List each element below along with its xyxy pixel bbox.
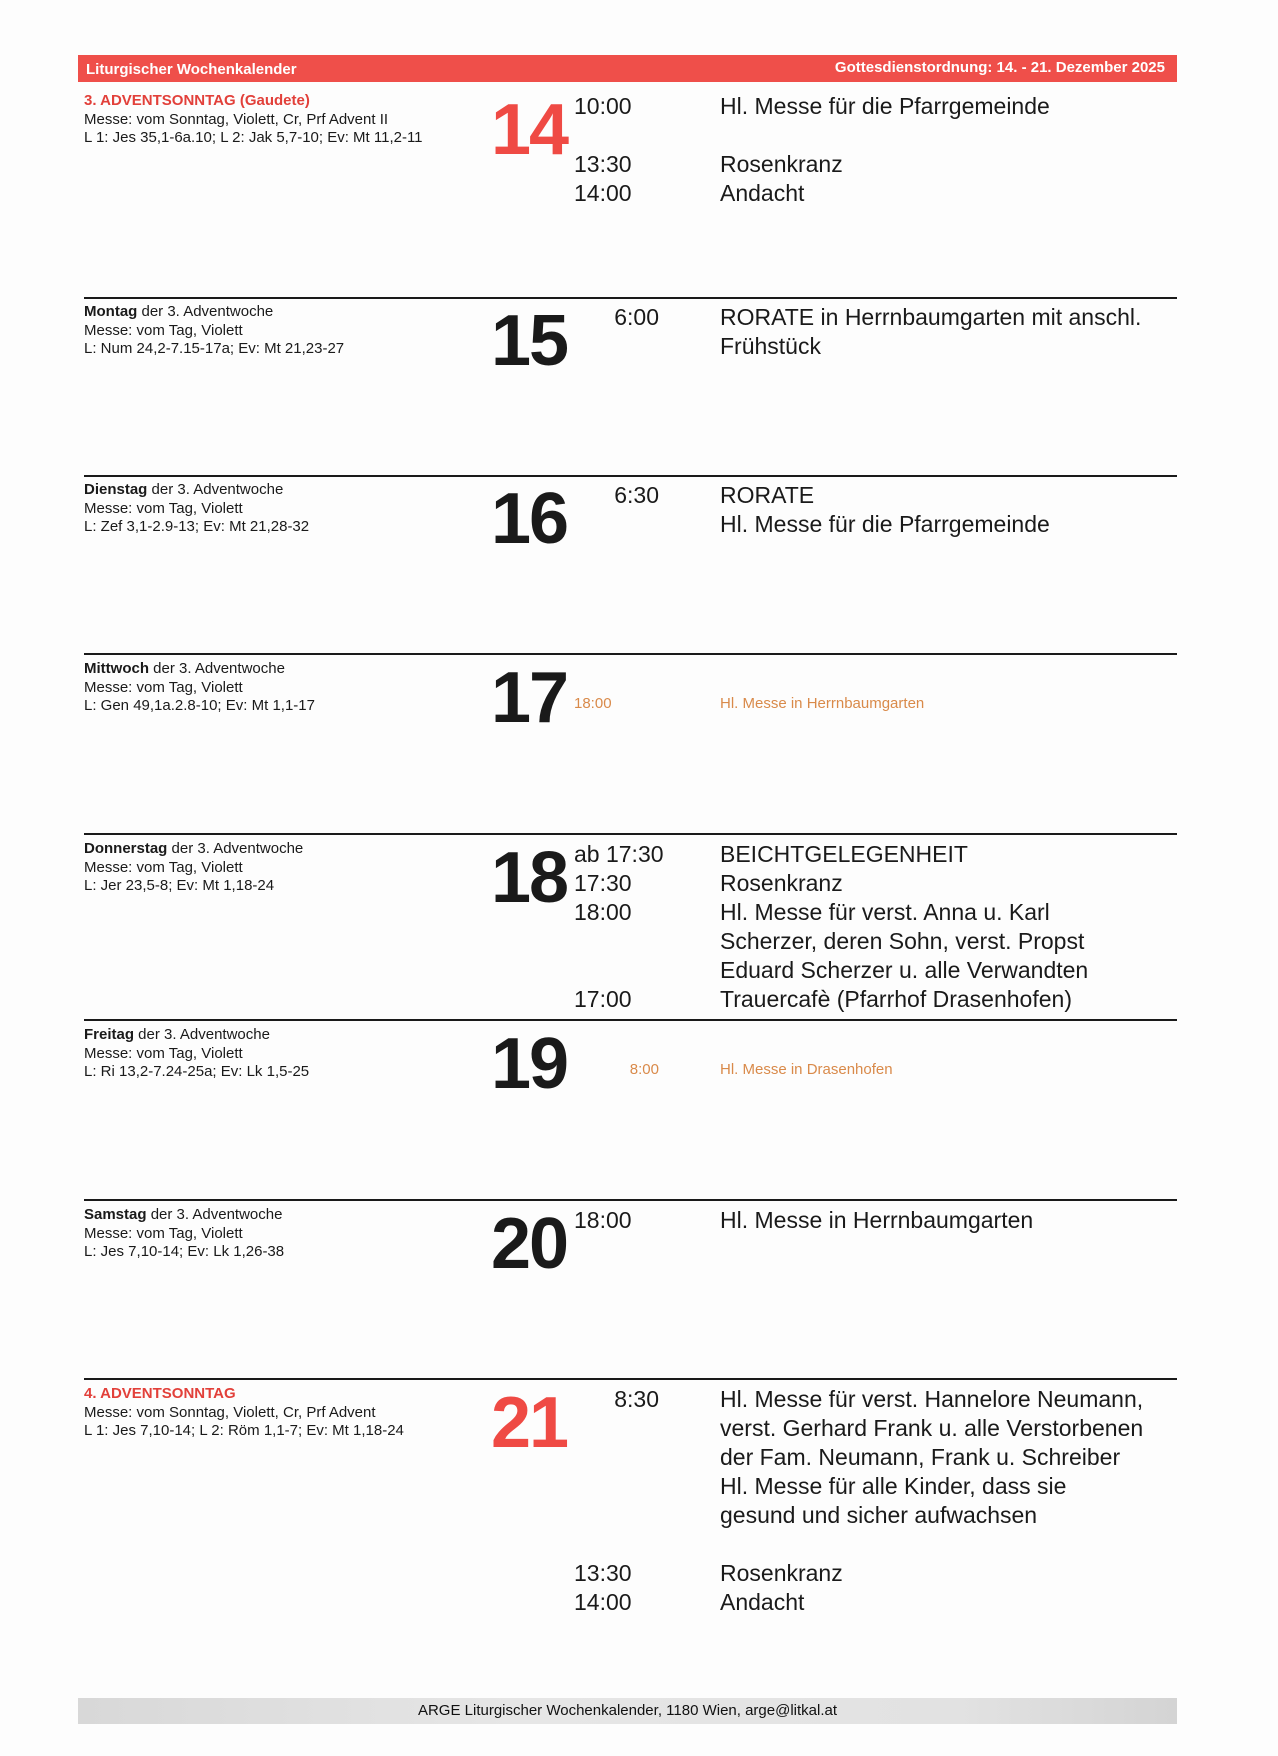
header-bar	[78, 55, 1177, 82]
event-description: Hl. Messe für die Pfarrgemeinde	[720, 93, 1050, 119]
event-item	[574, 985, 1174, 1014]
event-description: Andacht	[720, 180, 805, 206]
liturgy-info	[84, 840, 484, 896]
liturgy-info	[84, 481, 484, 537]
week-label: der 3. Adventwoche	[147, 481, 284, 498]
event-description: Hl. Messe für die Pfarrgemeinde	[720, 511, 1050, 537]
event-time: 18:00	[574, 1207, 632, 1233]
liturgy-info	[84, 660, 484, 716]
liturgy-info	[84, 303, 484, 359]
day-number: 21	[490, 1383, 568, 1463]
event-item	[574, 121, 1174, 150]
event-list	[574, 1061, 1174, 1079]
event-description: Scherzer, deren Sohn, verst. Propst	[720, 928, 1085, 954]
day-name: Dienstag	[84, 481, 148, 498]
event-item	[574, 898, 1174, 927]
event-list	[574, 481, 1174, 539]
day-number: 19	[490, 1024, 568, 1104]
event-description: Hl. Messe in Drasenhofen	[720, 1061, 893, 1078]
day-number: 15	[490, 301, 568, 381]
week-label: der 3. Adventwoche	[137, 303, 274, 320]
event-description: Rosenkranz	[720, 151, 843, 177]
readings: L: Jes 7,10-14; Ev: Lk 1,26-38	[84, 1243, 285, 1260]
readings: L: Num 24,2-7.15-17a; Ev: Mt 21,23-27	[84, 340, 345, 357]
readings: L: Jer 23,5-8; Ev: Mt 1,18-24	[84, 877, 275, 894]
week-label: der 3. Adventwoche	[149, 660, 285, 677]
mass-info: Messe: vom Tag, Violett	[84, 678, 243, 696]
event-description: Rosenkranz	[720, 1560, 843, 1586]
event-time: 18:00	[574, 899, 632, 925]
day-name: Montag	[84, 303, 138, 320]
event-description: verst. Gerhard Frank u. alle Verstorbenen	[720, 1415, 1144, 1441]
event-item	[574, 1530, 1174, 1559]
event-item	[574, 1385, 1174, 1414]
event-list	[574, 840, 1174, 1014]
event-list	[574, 303, 1174, 361]
event-description: Hl. Messe für verst. Anna u. Karl	[720, 899, 1050, 925]
mass-info: Messe: vom Sonntag, Violett, Cr, Prf Advent	[84, 1403, 376, 1421]
event-description: Hl. Messe für alle Kinder, dass sie	[720, 1473, 1067, 1499]
event-item	[574, 1414, 1174, 1443]
event-item	[574, 179, 1174, 208]
event-item	[574, 150, 1174, 179]
event-description: RORATE in Herrnbaumgarten mit anschl.	[720, 304, 1142, 330]
event-description: Hl. Messe für verst. Hannelore Neumann,	[720, 1386, 1144, 1412]
event-description	[720, 1530, 1174, 1559]
day-number: 18	[490, 838, 568, 918]
event-item	[574, 1501, 1174, 1530]
event-description: Frühstück	[720, 333, 821, 359]
day-divider	[84, 833, 1177, 835]
event-time: 18:00	[574, 695, 612, 712]
liturgy-title	[84, 481, 484, 500]
event-item	[574, 332, 1174, 361]
footer-bar	[78, 1698, 1177, 1724]
event-item	[574, 1206, 1174, 1235]
mass-info: Messe: vom Tag, Violett	[84, 499, 243, 517]
day-divider	[84, 475, 1177, 477]
event-time: 14:00	[574, 1589, 632, 1615]
event-description: BEICHTGELEGENHEIT	[720, 841, 968, 867]
event-time: 6:00	[614, 304, 659, 330]
day-number: 14	[490, 90, 568, 170]
day-name: 4. ADVENTSONNTAG	[84, 1385, 236, 1402]
day-divider	[84, 1199, 1177, 1201]
week-label: der 3. Adventwoche	[134, 1026, 270, 1043]
event-description: RORATE	[720, 482, 815, 508]
readings: L 1: Jes 7,10-14; L 2: Röm 1,1-7; Ev: Mt 1,18-24	[84, 1422, 404, 1439]
event-time: 17:00	[574, 986, 632, 1012]
mass-info: Messe: vom Tag, Violett	[84, 1044, 243, 1062]
event-time: 13:30	[574, 151, 632, 177]
event-item	[574, 510, 1174, 539]
event-time: ab 17:30	[574, 841, 664, 867]
liturgy-title	[84, 1385, 484, 1404]
readings: L: Gen 49,1a.2.8-10; Ev: Mt 1,1-17	[84, 697, 315, 714]
header-date-range: Gottesdienstordnung: 14. - 21. Dezember 2025	[834, 59, 1165, 76]
day-name: Donnerstag	[84, 840, 168, 857]
mass-info: Messe: vom Tag, Violett	[84, 321, 243, 339]
event-item	[574, 481, 1174, 510]
event-item	[574, 92, 1174, 121]
event-list	[574, 695, 1174, 713]
liturgy-info	[84, 1206, 484, 1262]
header-title: Liturgischer Wochenkalender	[86, 61, 297, 78]
event-item	[574, 1443, 1174, 1472]
week-label: der 3. Adventwoche	[146, 1206, 283, 1223]
event-time: 8:30	[614, 1386, 659, 1412]
event-list	[574, 1206, 1174, 1235]
event-description: Rosenkranz	[720, 870, 843, 896]
event-item	[574, 927, 1174, 956]
event-description: Hl. Messe in Herrnbaumgarten	[720, 695, 925, 712]
liturgy-title	[84, 660, 484, 679]
event-description: Andacht	[720, 1589, 805, 1615]
event-description	[720, 121, 1174, 150]
day-divider	[84, 1378, 1177, 1380]
event-description: der Fam. Neumann, Frank u. Schreiber	[720, 1444, 1121, 1470]
event-time: 10:00	[574, 93, 632, 119]
mass-info: Messe: vom Sonntag, Violett, Cr, Prf Advent II	[84, 110, 389, 128]
event-item	[574, 1061, 1174, 1079]
event-list	[574, 1385, 1174, 1617]
footer-text: ARGE Liturgischer Wochenkalender, 1180 Wien, arge@litkal.at	[417, 1702, 838, 1719]
event-description: gesund und sicher aufwachsen	[720, 1502, 1038, 1528]
readings: L: Zef 3,1-2.9-13; Ev: Mt 21,28-32	[84, 518, 310, 535]
event-time: 13:30	[574, 1560, 632, 1586]
liturgy-title	[84, 840, 484, 859]
event-item	[574, 840, 1174, 869]
day-number: 20	[490, 1204, 568, 1284]
liturgy-title	[84, 92, 484, 111]
readings: L: Ri 13,2-7.24-25a; Ev: Lk 1,5-25	[84, 1063, 310, 1080]
event-item	[574, 956, 1174, 985]
event-item	[574, 1472, 1174, 1501]
day-name: Freitag	[84, 1026, 135, 1043]
day-divider	[84, 1019, 1177, 1021]
day-name: Samstag	[84, 1206, 147, 1223]
event-item	[574, 1588, 1174, 1617]
event-item	[574, 1559, 1174, 1588]
day-divider	[84, 653, 1177, 655]
week-label: der 3. Adventwoche	[167, 840, 304, 857]
event-time: 6:30	[614, 482, 659, 508]
day-name: 3. ADVENTSONNTAG (Gaudete)	[84, 92, 310, 109]
mass-info: Messe: vom Tag, Violett	[84, 858, 243, 876]
day-number: 17	[490, 658, 568, 738]
event-item	[574, 695, 1174, 713]
liturgy-info	[84, 1385, 484, 1441]
liturgy-title	[84, 1026, 484, 1045]
mass-info: Messe: vom Tag, Violett	[84, 1224, 243, 1242]
event-item	[574, 303, 1174, 332]
day-number: 16	[490, 479, 568, 559]
event-description: Eduard Scherzer u. alle Verwandten	[720, 957, 1089, 983]
event-list	[574, 92, 1174, 208]
liturgy-title	[84, 303, 484, 322]
liturgy-info	[84, 92, 484, 148]
event-time: 8:00	[629, 1061, 659, 1078]
liturgy-info	[84, 1026, 484, 1082]
event-description: Hl. Messe in Herrnbaumgarten	[720, 1207, 1034, 1233]
day-divider	[84, 297, 1177, 299]
event-description: Trauercafè (Pfarrhof Drasenhofen)	[720, 986, 1072, 1012]
readings: L 1: Jes 35,1-6a.10; L 2: Jak 5,7-10; Ev: Mt 11,2-11	[84, 129, 423, 146]
liturgy-title	[84, 1206, 484, 1225]
event-item	[574, 869, 1174, 898]
event-time: 17:30	[574, 870, 632, 896]
event-time: 14:00	[574, 180, 632, 206]
day-name: Mittwoch	[84, 660, 149, 677]
